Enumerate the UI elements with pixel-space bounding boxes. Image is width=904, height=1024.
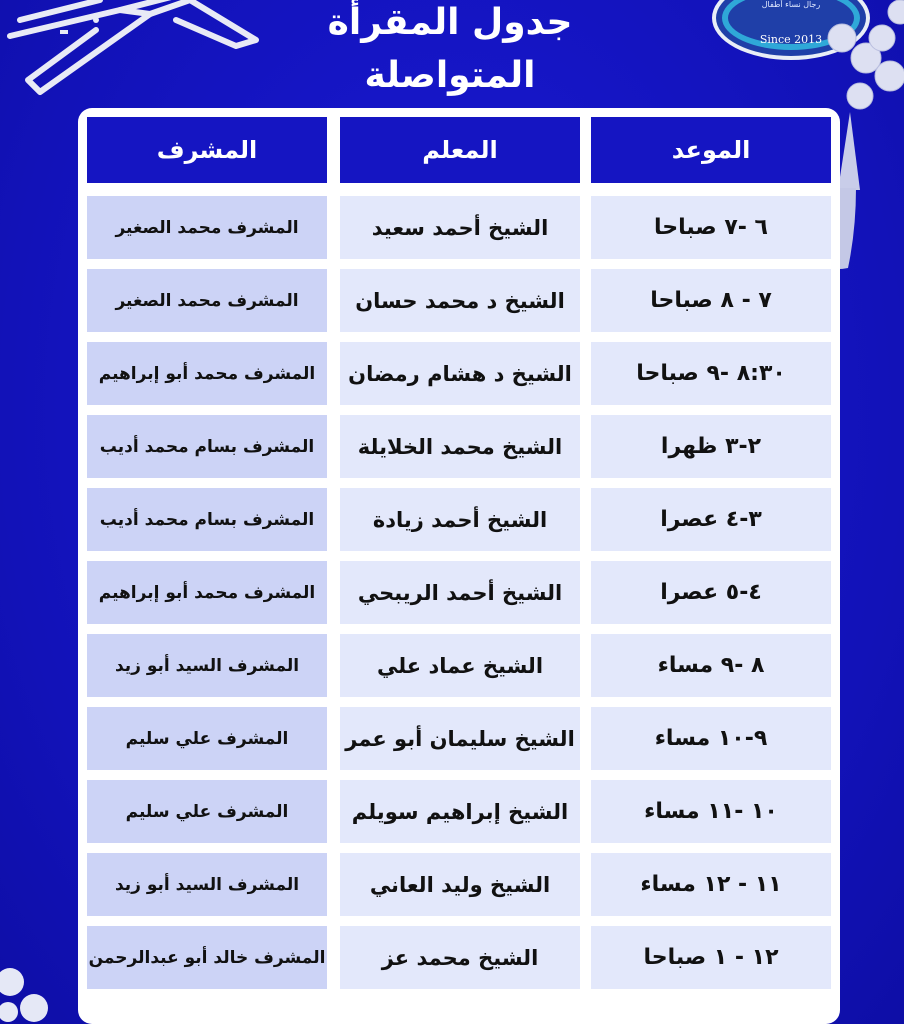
table-cell-time: ٨:٣٠ -٩ صباحا (591, 342, 831, 405)
table-cell-supervisor: المشرف محمد الصغير (87, 269, 327, 332)
table-cell-time: ٩-١٠ مساء (591, 707, 831, 770)
table-cell-supervisor: المشرف علي سليم (87, 780, 327, 843)
table-cell-supervisor: المشرف محمد أبو إبراهيم (87, 561, 327, 624)
pen-icon (0, 0, 280, 110)
table-cell-time: ١٢ - ١ صباحا (591, 926, 831, 989)
table-cell-teacher: الشيخ أحمد سعيد (340, 196, 580, 259)
table-cell-teacher: الشيخ أحمد زيادة (340, 488, 580, 551)
table-cell-time: ٤-٥ عصرا (591, 561, 831, 624)
table-cell-time: ٨ -٩ مساء (591, 634, 831, 697)
table-cell-time: ٧ - ٨ صباحا (591, 269, 831, 332)
table-cell-supervisor: المشرف محمد الصغير (87, 196, 327, 259)
table-cell-teacher: الشيخ د محمد حسان (340, 269, 580, 332)
table-cell-time: ١١ - ١٢ مساء (591, 853, 831, 916)
table-cell-teacher: الشيخ عماد علي (340, 634, 580, 697)
table-cell-teacher: الشيخ محمد عز (340, 926, 580, 989)
logo-since-text: Since 2013 (759, 33, 823, 46)
table-cell-supervisor: المشرف السيد أبو زيد (87, 853, 327, 916)
table-cell-time: ٦ -٧ صباحا (591, 196, 831, 259)
table-cell-supervisor: المشرف علي سليم (87, 707, 327, 770)
page-title-line2: المتواصلة (364, 55, 536, 96)
logo-arc-text: رجال نساء أطفال (761, 0, 821, 9)
table-cell-time: ١٠ -١١ مساء (591, 780, 831, 843)
column-header-supervisor: المشرف (87, 117, 327, 183)
table-cell-supervisor: المشرف خالد أبو عبدالرحمن (87, 926, 327, 989)
table-cell-teacher: الشيخ محمد الخلايلة (340, 415, 580, 478)
table-cell-teacher: الشيخ سليمان أبو عمر (340, 707, 580, 770)
table-cell-supervisor: المشرف محمد أبو إبراهيم (87, 342, 327, 405)
beads-bottom-icon (0, 960, 70, 1024)
table-cell-teacher: الشيخ وليد العاني (340, 853, 580, 916)
table-cell-supervisor: المشرف بسام محمد أديب (87, 488, 327, 551)
column-header-teacher: المعلم (340, 117, 580, 183)
column-header-time: الموعد (591, 117, 831, 183)
table-cell-supervisor: المشرف بسام محمد أديب (87, 415, 327, 478)
table-cell-teacher: الشيخ أحمد الريبحي (340, 561, 580, 624)
table-cell-time: ٢-٣ ظهرا (591, 415, 831, 478)
schedule-table (78, 108, 840, 1024)
table-cell-teacher: الشيخ د هشام رمضان (340, 342, 580, 405)
table-cell-time: ٣-٤ عصرا (591, 488, 831, 551)
page-title-line1: جدول المقرأة (327, 2, 573, 43)
table-cell-supervisor: المشرف السيد أبو زيد (87, 634, 327, 697)
table-cell-teacher: الشيخ إبراهيم سويلم (340, 780, 580, 843)
